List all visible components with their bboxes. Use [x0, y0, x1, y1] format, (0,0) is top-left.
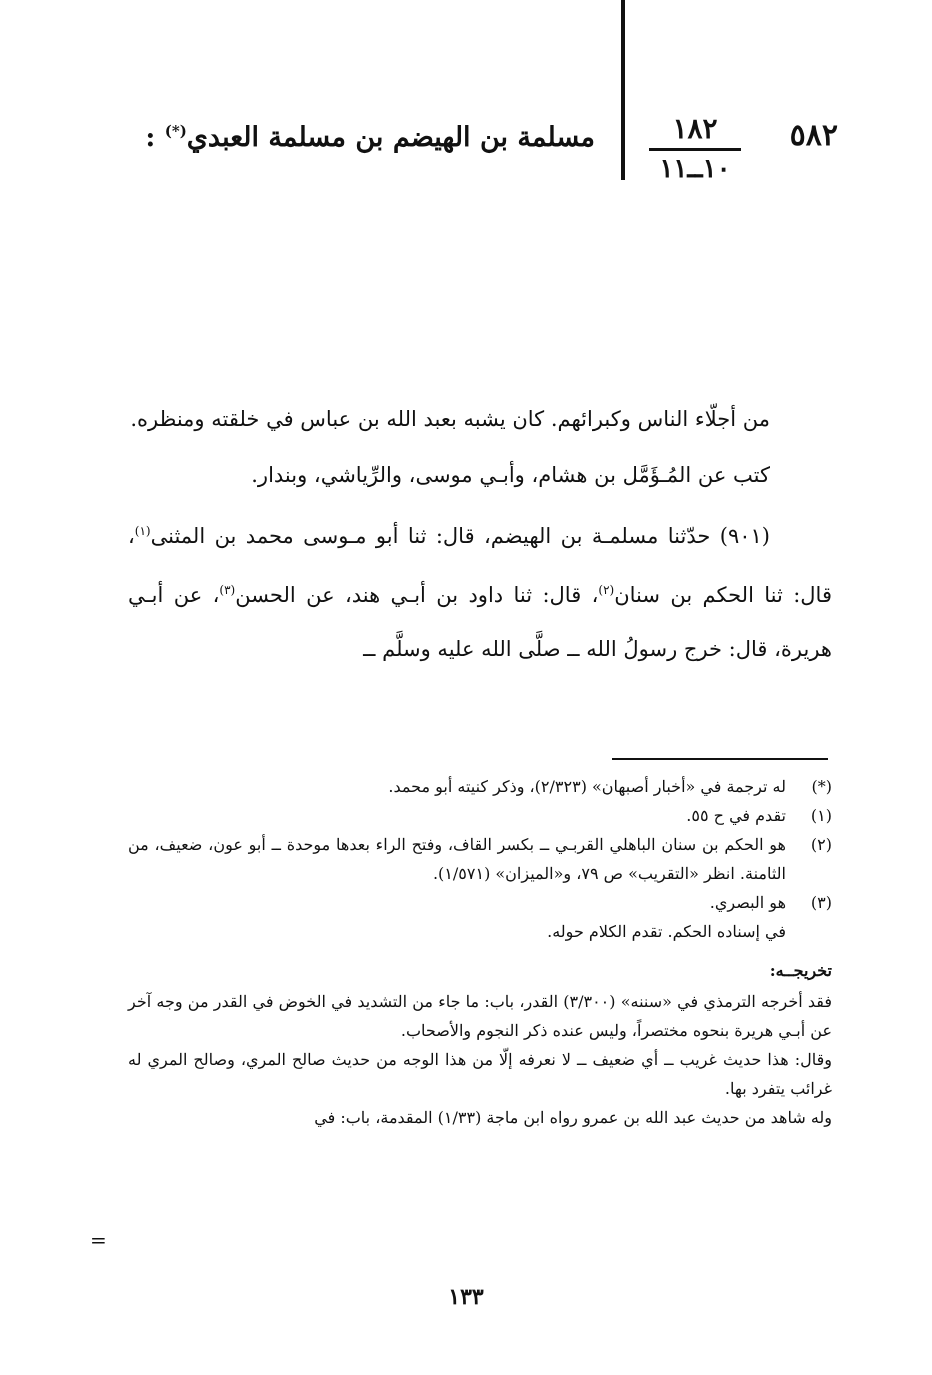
hadith-text-c: ، قال: ثنا داود بن أبـي هند، عن الحسن — [235, 583, 599, 607]
paragraph-3 — [128, 504, 832, 676]
footnote-line: هو الحكم بن سنان الباهلي القربـي ــ بكسر القاف، وفتح الراء بعدها موحدة ــ أبو عون، ضعيف، من الثامنة. انظر «التقريب» ص ٧٩، و«الميزان» (١/٥٧١). — [128, 835, 786, 883]
hadith-text-b: ، قال: ثنا الحكم بن سنان — [128, 524, 832, 607]
footnote — [128, 888, 832, 946]
footnote-line: في إسناده الحكم. تقدم الكلام حوله. — [547, 922, 786, 941]
footnote-mark: (٢) — [810, 835, 832, 854]
fraction-bar — [649, 148, 741, 151]
footnote — [128, 830, 832, 888]
footnote-body — [128, 801, 786, 830]
takhrij-section — [128, 956, 832, 1132]
footnote-body — [128, 772, 786, 801]
fraction-top: ١٨٢ — [672, 112, 718, 145]
fraction-bottom: ١٠ــ١١ — [659, 154, 731, 184]
paragraph-1: من أجلّاء الناس وكبرائهم. كان يشبه بعبد الله بن عباس في خلقته ومنظره. — [130, 407, 770, 431]
heading-footnote-ref: (*) — [164, 122, 187, 140]
footnote-ref-3: (٣) — [219, 583, 236, 597]
footnote-separator — [612, 758, 828, 760]
hadith-text-d: ، عن أبـي هريرة، قال: خرج رسولُ الله ــ صلَّى الله عليه وسلَّم ــ — [128, 583, 832, 661]
footnote-body — [128, 830, 786, 888]
footnote-line: له ترجمة في «أخبار أصبهان» (٢/٣٢٣)، وذكر كنيته أبو محمد. — [388, 777, 786, 796]
takhrij-title: تخريجــه: — [769, 961, 832, 980]
takhrij-paragraph: وله شاهد من حديث عبد الله بن عمرو رواه ابن ماجة (١/٣٣) المقدمة، باب: في — [314, 1108, 832, 1127]
footnote-ref-1: (١) — [134, 524, 151, 538]
footnote-line: هو البصري. — [709, 893, 786, 912]
footnote-mark: (*) — [811, 777, 832, 796]
continuation-mark: = — [90, 1228, 107, 1252]
takhrij-paragraph: وقال: هذا حديث غريب ــ أي ضعيف ــ لا نعرفه إلّا من هذا الوجه من حديث صالح المري، وصالح المري له غرائب يتفرد بها. — [128, 1050, 833, 1098]
footnotes — [128, 772, 832, 1132]
heading-title: مسلمة بن الهيضم بن مسلمة العبدي — [186, 122, 595, 153]
main-text — [128, 392, 832, 676]
footnote-mark: (١) — [810, 806, 832, 825]
footnote-ref-2: (٢) — [598, 583, 615, 597]
entry-heading — [140, 122, 595, 153]
heading-colon: : — [145, 122, 165, 153]
footnote — [128, 772, 832, 801]
footnote-mark: (٣) — [810, 893, 832, 912]
footnote — [128, 801, 832, 830]
entry-fraction — [645, 112, 745, 185]
footnote-line: تقدم في ح ٥٥. — [686, 806, 786, 825]
entry-number: ٥٨٢ — [789, 118, 838, 153]
vertical-divider — [621, 0, 625, 180]
takhrij-paragraph: فقد أخرجه الترمذي في «سننه» (٣/٣٠٠) القدر، باب: ما جاء من التشديد في الخوض في القدر من وجه آخر عن أبـي هريرة بنحوه مختصراً، وليس عنده ذكر النجوم والأصحاب. — [128, 992, 833, 1040]
hadith-text-a: (٩٠١) حدّثنا مسلمـة بن الهيضم، قال: ثنا أبو مـوسى محمد بن المثنى — [150, 524, 770, 548]
page-number: ١٣٣ — [448, 1284, 484, 1310]
footnote-body — [128, 888, 786, 946]
paragraph-2: كتب عن المُـؤَمَّل بن هشام، وأبـي موسى، والرِّياشي، وبندار. — [251, 463, 770, 487]
